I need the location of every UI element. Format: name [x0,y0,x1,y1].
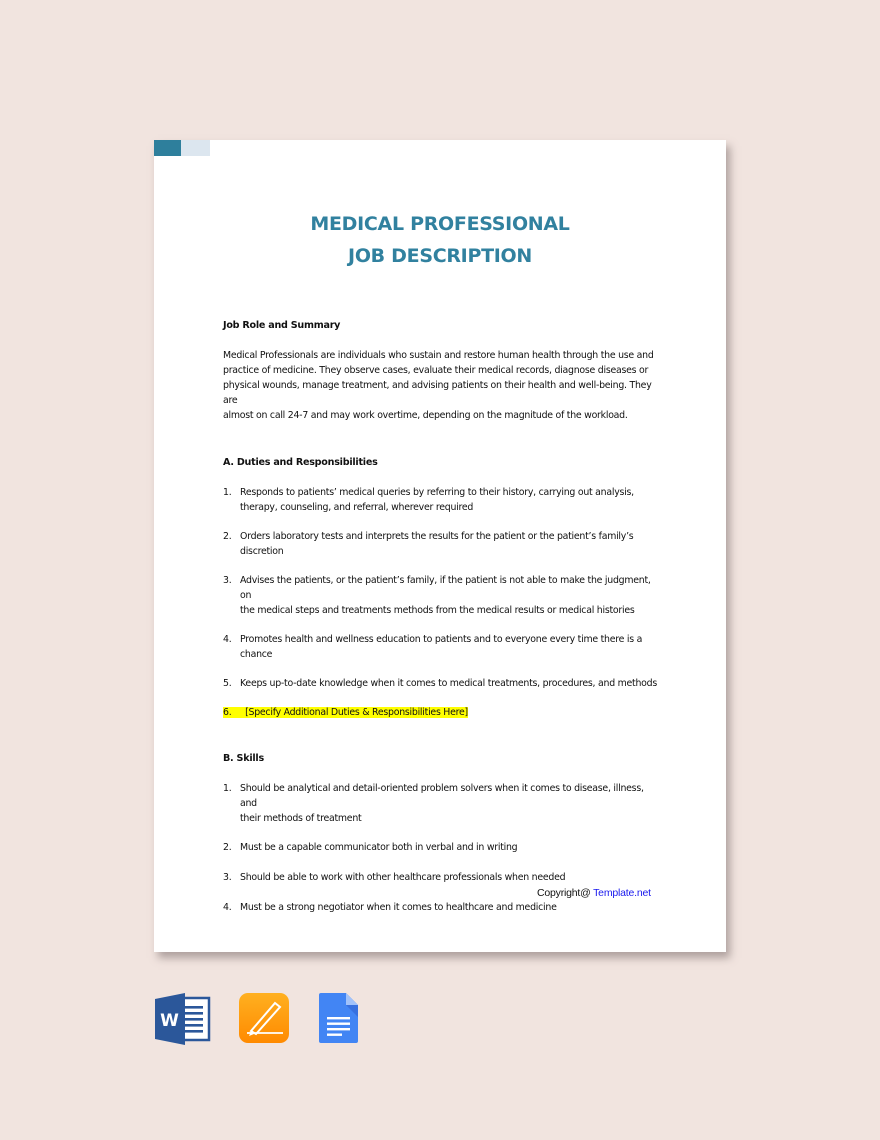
list-item [223,632,663,662]
item-text: Should be analytical and detail-oriented problem solvers when it comes to disease, illness, and [240,783,644,809]
item-text: chance [240,649,273,660]
list-item [223,485,663,515]
summary-heading: Job Role and Summary [223,320,341,331]
item-number: 2. [223,842,232,853]
list-item [223,781,663,826]
word-icon[interactable] [155,993,211,1050]
item-text: Responds to patients’ medical queries by referring to their history, carrying out analysis, [240,487,634,498]
item-number: 6. [223,707,232,718]
corner-tab-dark [154,140,181,156]
item-number: 4. [223,902,232,913]
svg-text:W: W [160,1011,179,1031]
item-text: Promotes health and wellness education to patients and to everyone every time there is a [240,634,643,645]
item-text: Orders laboratory tests and interprets the results for the patient or the patient’s family’s [240,531,634,542]
item-text: therapy, counseling, and referral, wherever required [240,502,474,513]
copyright-label: Copyright@ [537,887,594,899]
title-line-2: JOB DESCRIPTION [348,245,532,267]
google-docs-icon[interactable] [318,993,360,1050]
list-item [223,900,663,915]
item-text: Must be a strong negotiator when it comes to healthcare and medicine [240,902,557,913]
list-item [223,573,663,618]
summary-line: Medical Professionals are individuals who sustain and restore human health through the use and [223,350,654,361]
document-body [223,318,663,915]
item-number: 3. [223,575,232,586]
item-text: Advises the patients, or the patient’s family, if the patient is not able to make the judgment, on [240,575,651,601]
list-item [223,676,663,691]
copyright [537,887,651,899]
highlighted-placeholder [223,707,468,718]
list-item-placeholder [223,705,663,720]
list-item [223,870,663,885]
item-number: 4. [223,634,232,645]
summary-line: physical wounds, manage treatment, and advising patients on their health and well-being. They are [223,380,652,406]
document-title [154,208,726,272]
item-number: 5. [223,678,232,689]
document-page [154,140,726,952]
corner-tab-light [181,140,210,156]
summary-text [223,348,663,423]
pages-icon[interactable] [239,993,291,1050]
summary-line: practice of medicine. They observe cases, evaluate their medical records, diagnose diseases or [223,365,649,376]
item-number: 2. [223,531,232,542]
item-text: Keeps up-to-date knowledge when it comes to medical treatments, procedures, and methods [240,678,657,689]
item-text: Must be a capable communicator both in verbal and in writing [240,842,518,853]
item-text: Should be able to work with other healthcare professionals when needed [240,872,566,883]
duties-list [223,485,663,720]
title-line-1: MEDICAL PROFESSIONAL [310,213,570,235]
item-text: discretion [240,546,284,557]
template-net-link[interactable]: Template.net [593,887,651,899]
list-item [223,529,663,559]
list-item [223,840,663,855]
item-text: the medical steps and treatments methods from the medical results or medical histories [240,605,635,616]
skills-heading: B. Skills [223,753,264,764]
duties-heading: A. Duties and Responsibilities [223,457,378,468]
item-number: 1. [223,487,232,498]
item-number: 1. [223,783,232,794]
item-text: their methods of treatment [240,813,362,824]
summary-line: almost on call 24-7 and may work overtime, depending on the magnitude of the workload. [223,410,628,421]
item-number: 3. [223,872,232,883]
item-text: [Specify Additional Duties & Responsibilities Here] [245,707,468,718]
